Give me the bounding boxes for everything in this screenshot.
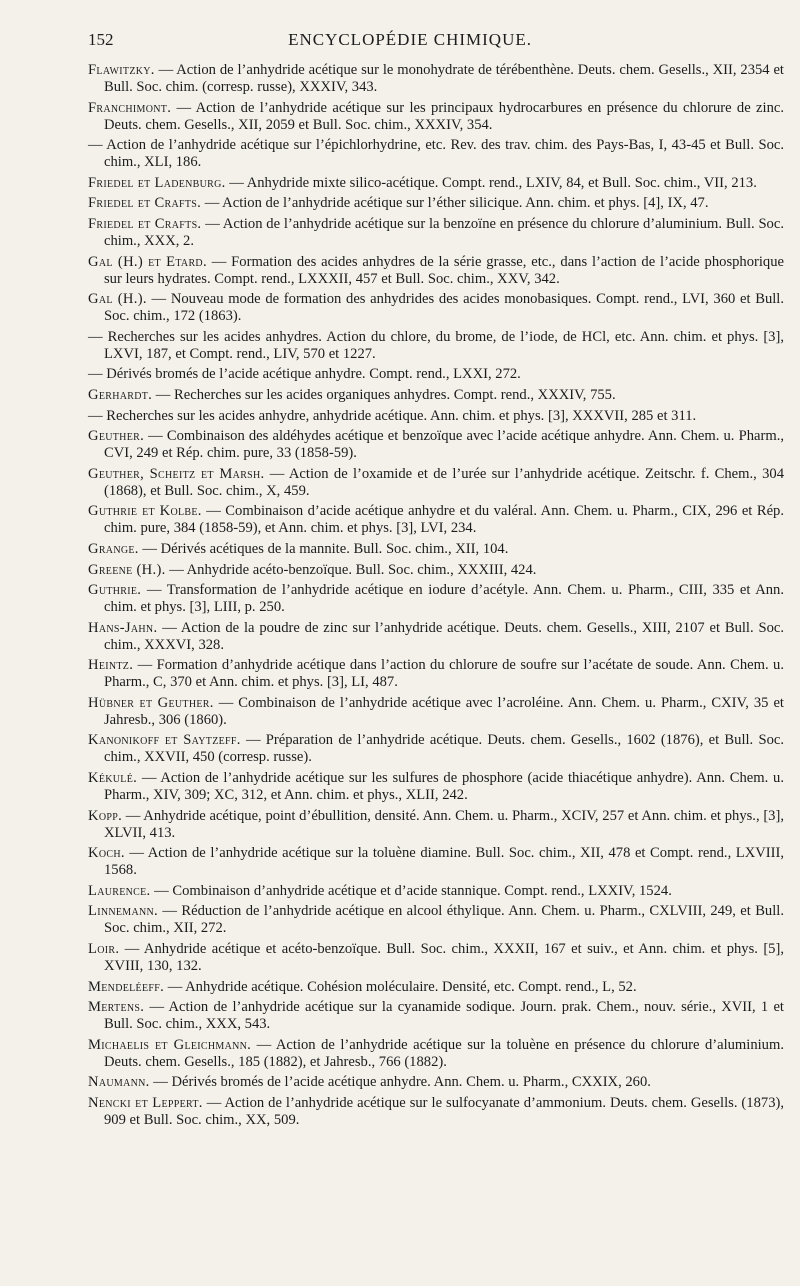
bibliography-entry bbox=[88, 1095, 784, 1129]
entry-text: — Combinaison des aldéhydes acétique et benzoïque avec l’acide acétique anhydre. Ann. Chem. u. Pharm., CVI, 249 et Rép. chim. pure, 33 (1858-59). bbox=[104, 428, 784, 462]
entry-text: — Dérivés bromés de l’acide acétique anhydre. Compt. rend., LXXI, 272. bbox=[88, 366, 521, 383]
bibliography-entry bbox=[88, 770, 784, 804]
entry-text: — Combinaison d’acide acétique anhydre et du valéral. Ann. Chem. u. Pharm., CIX, 296 et Rép. chim. pure, 384 (1858-59), et Ann. chim. et phys. [3], LVI, 234. bbox=[104, 503, 784, 537]
page-number: 152 bbox=[88, 30, 114, 49]
entry-author: Guthrie. bbox=[88, 582, 142, 599]
entry-author: Friedel et Ladenburg. bbox=[88, 174, 226, 191]
entry-author: Koch. bbox=[88, 845, 125, 862]
entry-text: — Anhydride acétique, point d’ébullition, densité. Ann. Chem. u. Pharm., XCIV, 257 et Ann. chim. et phys., [3], XLVII, 413. bbox=[104, 807, 784, 841]
bibliography-entry bbox=[88, 387, 784, 404]
entry-author: Naumann. bbox=[88, 1074, 150, 1091]
entry-author: Flawitzky. bbox=[88, 62, 155, 78]
entry-author: Grange. bbox=[88, 540, 139, 557]
bibliography-entry bbox=[88, 195, 784, 212]
bibliography-entry bbox=[88, 903, 784, 937]
entry-text: — Combinaison de l’anhydride acétique avec l’acroléine. Ann. Chem. u. Pharm., CXIV, 35 et Jahresb., 306 (1860). bbox=[104, 694, 784, 728]
bibliography-entry bbox=[88, 216, 784, 250]
entry-text: — Action de l’anhydride acétique sur les principaux hydrocarbures en présence du chlorure de zinc. Deuts. chem. Gesells., XII, 2059 et Bull. Soc. chim., XXXIV, 354. bbox=[104, 99, 784, 133]
entry-text: — Anhydride mixte silico-acétique. Compt. rend., LXIV, 84, et Bull. Soc. chim., VII, 213. bbox=[225, 174, 757, 191]
bibliography-entry bbox=[88, 657, 784, 691]
entry-text: — Action de la poudre de zinc sur l’anhydride acétique. Deuts. chem. Gesells., XIII, 2107 et Bull. Soc. chim., XXXVI, 328. bbox=[104, 619, 784, 653]
bibliography-entry bbox=[88, 979, 784, 996]
entry-author: Greene (H.). bbox=[88, 561, 166, 578]
bibliography-entry bbox=[88, 254, 784, 288]
entry-author: Hans-Jahn. bbox=[88, 619, 158, 636]
entry-text: — Anhydride acétique. Cohésion moléculaire. Densité, etc. Compt. rend., L, 52. bbox=[164, 978, 637, 995]
entry-text: — Dérivés acétiques de la mannite. Bull. Soc. chim., XII, 104. bbox=[138, 540, 509, 557]
bibliography-entry bbox=[88, 291, 784, 325]
entry-author: Geuther, Scheitz et Marsh. bbox=[88, 465, 265, 482]
entry-author: Geuther. bbox=[88, 428, 145, 445]
entry-text: — Recherches sur les acides organiques anhydres. Compt. rend., XXXIV, 755. bbox=[152, 386, 616, 403]
entry-text: — Action de l’anhydride acétique sur l’épichlorhydrine, etc. Rev. des trav. chim. des Pays-Bas, I, 43-45 et Bull. Soc. chim., XLI, 186. bbox=[88, 137, 784, 171]
entry-text: — Anhydride acéto-benzoïque. Bull. Soc. chim., XXXIII, 424. bbox=[165, 561, 537, 578]
entry-text: — Transformation de l’anhydride acétique en iodure d’acétyle. Ann. Chem. u. Pharm., CIII, 335 et Ann. chim. et phys. [3], LIII, p. 250. bbox=[104, 582, 784, 616]
entry-author: Kopp. bbox=[88, 807, 123, 824]
bibliography-entry bbox=[88, 366, 784, 383]
entry-text: — Action de l’anhydride acétique sur la toluène en présence du chlorure d’aluminium. Deuts. chem. Gesells., 185 (1882), et Jahresb., 766 (1882). bbox=[104, 1036, 784, 1070]
bibliography-entry bbox=[88, 941, 784, 975]
running-title: ENCYCLOPÉDIE CHIMIQUE. bbox=[288, 30, 532, 49]
entry-author: Franchimont. bbox=[88, 99, 172, 116]
entry-text: — Action de l’anhydride acétique sur l’éther silicique. Ann. chim. et phys. [4], IX, 47. bbox=[201, 195, 709, 212]
entry-text: — Action de l’anhydride acétique sur le monohydrate de térébenthène. Deuts. chem. Gesells., XII, 2354 et Bull. Soc. chim. (corresp. russe), XXXIV, 343. bbox=[104, 62, 784, 95]
entry-author: Gal (H.) et Etard. bbox=[88, 253, 207, 270]
entry-text: — Action de l’anhydride acétique sur le sulfocyanate d’ammonium. Deuts. chem. Gesells. (1873), 909 et Bull. Soc. chim., XX, 509. bbox=[104, 1095, 784, 1128]
bibliography-entry bbox=[88, 466, 784, 500]
entry-text: — Dérivés bromés de l’acide acétique anhydre. Ann. Chem. u. Pharm., CXXIX, 260. bbox=[149, 1074, 651, 1091]
bibliography-entry bbox=[88, 695, 784, 729]
entry-text: — Action de l’anhydride acétique sur la toluène diamine. Bull. Soc. chim., XII, 478 et Compt. rend., LXVIII, 1568. bbox=[104, 845, 784, 879]
bibliography-entry bbox=[88, 175, 784, 192]
bibliography-entry bbox=[88, 428, 784, 462]
entry-author: Gal (H.). bbox=[88, 291, 147, 308]
entry-text: — Combinaison d’anhydride acétique et d’acide stannique. Compt. rend., LXXIV, 1524. bbox=[150, 882, 672, 899]
bibliography-list bbox=[88, 62, 784, 1129]
entry-text: — Formation d’anhydride acétique dans l’action du chlorure de soufre sur l’acétate de soude. Ann. Chem. u. Pharm., C, 370 et Ann. chim. et phys. [3], LI, 487. bbox=[104, 657, 784, 691]
bibliography-entry bbox=[88, 883, 784, 900]
bibliography-entry bbox=[88, 408, 784, 425]
entry-author: Laurence. bbox=[88, 882, 151, 899]
entry-author: Heintz. bbox=[88, 657, 134, 674]
entry-text: — Action de l’anhydride acétique sur les sulfures de phosphore (acide thiacétique anhydre). Ann. Chem. u. Pharm., XIV, 309; XC, 312, et Ann. chim. et phys., XLII, 242. bbox=[104, 770, 784, 804]
entry-text: — Action de l’oxamide et de l’urée sur l’anhydride acétique. Zeitschr. f. Chem., 304 (1868), et Bull. Soc. chim., X, 459. bbox=[104, 465, 784, 499]
entry-author: Linnemann. bbox=[88, 903, 159, 920]
entry-author: Michaelis et Gleichmann. bbox=[88, 1036, 252, 1053]
bibliography-entry bbox=[88, 1074, 784, 1091]
entry-text: — Recherches sur les acides anhydres. Action du chlore, du brome, de l’iode, de HCl, etc. Ann. chim. et phys. [3], LXVI, 187, et Compt. rend., LIV, 570 et 1227. bbox=[88, 328, 784, 362]
entry-author: Nencki et Leppert. bbox=[88, 1095, 203, 1111]
entry-author: Guthrie et Kolbe. bbox=[88, 503, 202, 520]
bibliography-entry bbox=[88, 582, 784, 616]
entry-author: Kanonikoff et Saytzeff. bbox=[88, 732, 241, 749]
page-header bbox=[88, 30, 784, 50]
entry-author: Hübner et Geuther. bbox=[88, 694, 214, 711]
entry-author: Mendeléeff. bbox=[88, 978, 165, 995]
entry-text: — Recherches sur les acides anhydre, anhydride acétique. Ann. chim. et phys. [3], XXXVII, 285 et 311. bbox=[88, 407, 697, 424]
bibliography-entry bbox=[88, 503, 784, 537]
entry-author: Kékulé. bbox=[88, 770, 138, 787]
entry-text: — Formation des acides anhydres de la série grasse, etc., dans l’action de l’acide phosphorique sur leurs hydrates. Compt. rend., LXXXII, 457 et Bull. Soc. chim., XXV, 342. bbox=[104, 253, 785, 287]
bibliography-entry bbox=[88, 808, 784, 842]
entry-author: Friedel et Crafts. bbox=[88, 215, 202, 232]
entry-text: — Préparation de l’anhydride acétique. Deuts. chem. Gesells., 1602 (1876), et Bull. Soc. chim., XXVII, 450 (corresp. russe). bbox=[104, 732, 785, 766]
bibliography-entry bbox=[88, 562, 784, 579]
bibliography-entry bbox=[88, 845, 784, 879]
entry-text: — Action de l’anhydride acétique sur la benzoïne en présence du chlorure d’aluminium. Bull. Soc. chim., XXX, 2. bbox=[104, 215, 784, 249]
entry-author: Mertens. bbox=[88, 999, 145, 1016]
entry-text: — Action de l’anhydride acétique sur la cyanamide sodique. Journ. prak. Chem., nouv. série., XVII, 1 et Bull. Soc. chim., XXX, 543. bbox=[104, 999, 784, 1033]
bibliography-entry bbox=[88, 100, 784, 134]
entry-text: — Réduction de l’anhydride acétique en alcool éthylique. Ann. Chem. u. Pharm., CXLVIII, 249, et Bull. Soc. chim., XII, 272. bbox=[104, 903, 784, 937]
bibliography-entry bbox=[88, 620, 784, 654]
entry-text: — Anhydride acétique et acéto-benzoïque. Bull. Soc. chim., XXXII, 167 et suiv., et Ann. chim. et phys. [5], XVIII, 130, 132. bbox=[104, 941, 784, 975]
bibliography-entry bbox=[88, 329, 784, 363]
bibliography-entry bbox=[88, 999, 784, 1033]
entry-text: — Nouveau mode de formation des anhydrides des acides monobasiques. Compt. rend., LVI, 360 et Bull. Soc. chim., 172 (1863). bbox=[104, 291, 784, 325]
bibliography-entry bbox=[88, 732, 784, 766]
bibliography-entry bbox=[88, 137, 784, 171]
entry-author: Loir. bbox=[88, 941, 120, 958]
entry-author: Friedel et Crafts. bbox=[88, 195, 202, 212]
bibliography-entry bbox=[88, 1037, 784, 1071]
bibliography-entry bbox=[88, 62, 784, 96]
bibliography-entry bbox=[88, 541, 784, 558]
entry-author: Gerhardt. bbox=[88, 386, 153, 403]
